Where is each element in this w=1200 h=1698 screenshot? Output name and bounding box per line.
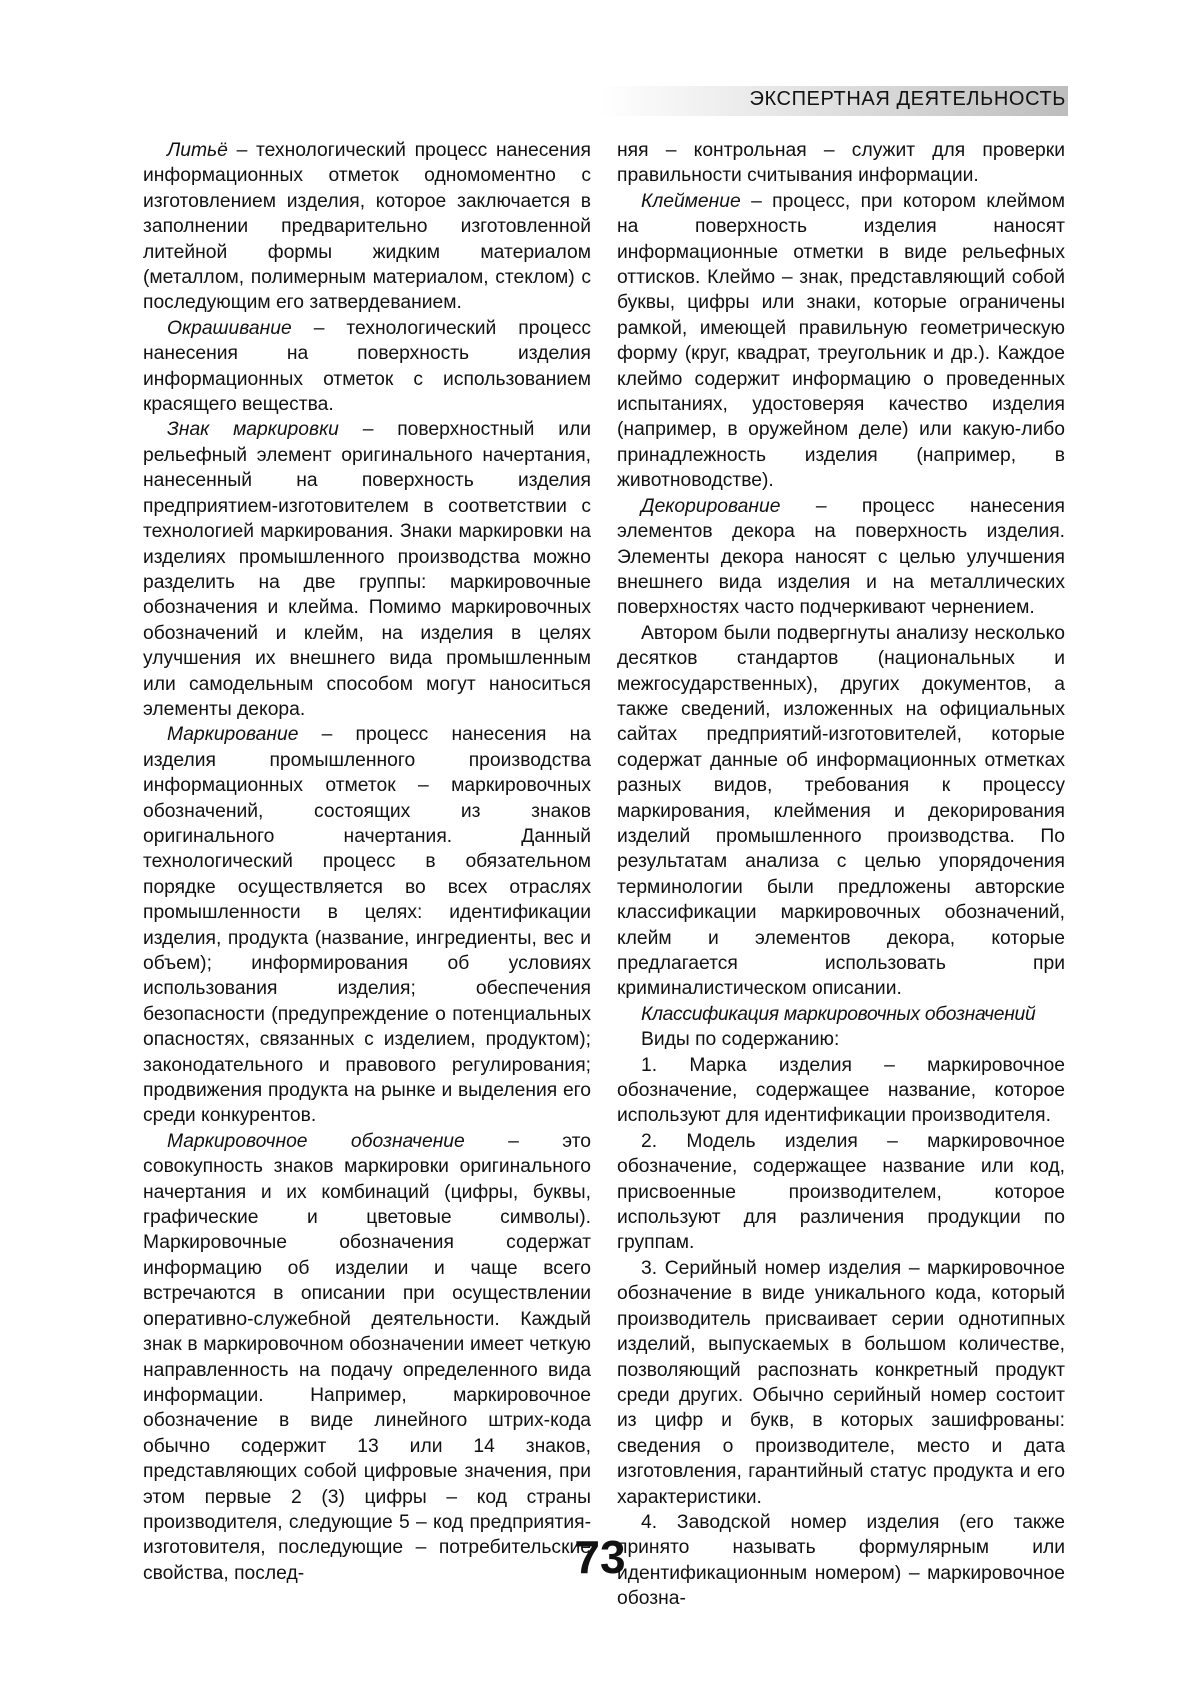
term-lite: Литьё — [167, 140, 228, 161]
definition-lite: – технологический процесс нанесения информационных отметок одномоментно с изготовлением изделия, которое заключается в заполнении предварительно изготовленной литейной формы жидким материалом (металлом, полимерным материалом, стеклом) с последующим его затвердеванием. — [143, 140, 591, 314]
term-markirovanie: Маркирование — [167, 724, 299, 746]
paragraph-markirovanie — [143, 722, 591, 1129]
list-item: 2. Модель изделия – маркировочное обозначение, содержащее название или код, присвоенные производителем, которое используют для различения продукции по группам. — [617, 1130, 1065, 1254]
definition-markirovanie: – процесс нанесения на изделия промышленного производства информационных отметок – маркировочных обозначений, состоящих из знаков оригинального начертания. Данный технологический процесс в обязательном порядке осуществляется во всех отраслях промышленности в целях: идентификации изделия, продукта (название, ингредиенты, вес и объем); информирования об условиях использования изделия; обеспечения безопасности (предупреждение о потенциальных опасностях, связанных с изделием, продуктом); законодательного и правового регулирования; продвижения продукта на рынке и выделения его среди конкурентов. — [143, 724, 591, 1127]
paragraph-lite — [143, 138, 591, 316]
term-markirovochnoe-oboznachenie: Маркировочное обозначение — [167, 1130, 465, 1152]
page-number: 73 — [574, 1531, 626, 1583]
paragraph-dekorirovanie — [617, 494, 1065, 621]
paragraph-okrashivanie — [143, 316, 591, 418]
left-column — [143, 138, 591, 1586]
term-kleymenie: Клеймение — [641, 190, 741, 212]
section-title: ЭКСПЕРТНАЯ ДЕЯТЕЛЬНОСТЬ — [749, 88, 1066, 110]
list-item: 3. Серийный номер изделия – маркировочное обозначение в виде уникального кода, который производитель присваивает серии однотипных изделий, выпускаемых в большом количестве, позволяющий распознать конкретный продукт среди других. Обычно серийный номер состоит из цифр и букв, в которых зашифрованы: сведения о производителе, место и дата изготовления, гарантийный статус продукта и его характеристики. — [617, 1257, 1065, 1508]
definition-kleymenie: – процесс, при котором клеймом на поверхность изделия наносят информационные отметки в виде рельефных оттисков. Клеймо – знак, представляющий собой буквы, цифры или знаки, которые ограничены рамкой, имеющей правильную геометрическую форму (круг, квадрат, треугольник и др.). Каждое клеймо содержит информацию о проведенных испытаниях, удостоверяя качество изделия (например, в оружейном деле) или какую-либо принадлежность изделия (например, в животноводстве). — [617, 190, 1065, 492]
definition-okrashivanie: – технологический процесс нанесения на поверхность изделия информационных отметок с использованием красящего вещества. — [143, 317, 591, 416]
right-column — [617, 138, 1065, 1612]
paragraph-znak-markirovki — [143, 417, 591, 722]
definition-znak-markirovki: – поверхностный или рельефный элемент оригинального начертания, нанесенный на поверхность изделия предприятием-изготовителем в соответствии с технологией маркирования. Знаки маркировки на изделиях промышленного производства можно разделить на две группы: маркировочные обозначения и клейма. Помимо маркировочных обозначений и клейм, на изделия в целях улучшения их внешнего вида промышленным или самодельным способом могут наноситься элементы декора. — [143, 419, 591, 720]
paragraph-kleymenie — [617, 189, 1065, 494]
list-item: 1. Марка изделия – маркировочное обозначение, содержащее название, которое используют для идентификации производителя. — [617, 1054, 1065, 1127]
paragraph-continuation: няя – контрольная – служит для проверки правильности считывания информации. — [617, 140, 1065, 187]
list-item: 4. Заводской номер изделия (его также принято называть формулярным или идентификационным номером) – маркировочное обозна- — [617, 1511, 1065, 1610]
paragraph-markirovochnoe-oboznachenie — [143, 1129, 591, 1586]
term-dekorirovanie: Декорирование — [641, 495, 781, 517]
definition-dekorirovanie: – процесс нанесения элементов декора на поверхность изделия. Элементы декора наносят с целью улучшения внешнего вида изделия и на металлических поверхностях часто подчеркивают чернением. — [617, 495, 1065, 619]
classification-subheading: Виды по содержанию: — [641, 1029, 840, 1051]
term-okrashivanie: Окрашивание — [167, 317, 292, 339]
classification-heading: Классификация маркировочных обозначений — [641, 1003, 1036, 1025]
term-znak-markirovki: Знак маркировки — [167, 419, 339, 441]
definition-markirovochnoe-oboznachenie: – это совокупность знаков маркировки оригинального начертания и их комбинаций (цифры, буквы, графические и цветовые символы). Маркировочные обозначения содержат информацию об изделии и чаще всего встречаются в описании при осуществлении оперативно-служебной деятельности. Каждый знак в маркировочном обозначении имеет четкую направленность на подачу определенного вида информации. Например, маркировочное обозначение в виде линейного штрих-кода обычно содержит 13 или 14 знаков, представляющих собой цифровые значения, при этом первые 2 (3) цифры – код страны производителя, следующие 5 – код предприятия-изготовителя, последующие – потребительские свойства, послед- — [143, 1130, 591, 1584]
paragraph-author-analysis: Автором были подвергнуты анализу несколько десятков стандартов (национальных и межгосударственных), других документов, а также сведений, изложенных на официальных сайтах предприятий-изготовителей, которые содержат данные об информационных отметках разных видов, требования к процессу маркирования, клеймения и декорирования изделий промышленного производства. По результатам анализа с целью упорядочения терминологии были предложены авторские классификации маркировочных обозначений, клейм и элементов декора, которые предлагается использовать при криминалистическом описании. — [617, 622, 1065, 1000]
